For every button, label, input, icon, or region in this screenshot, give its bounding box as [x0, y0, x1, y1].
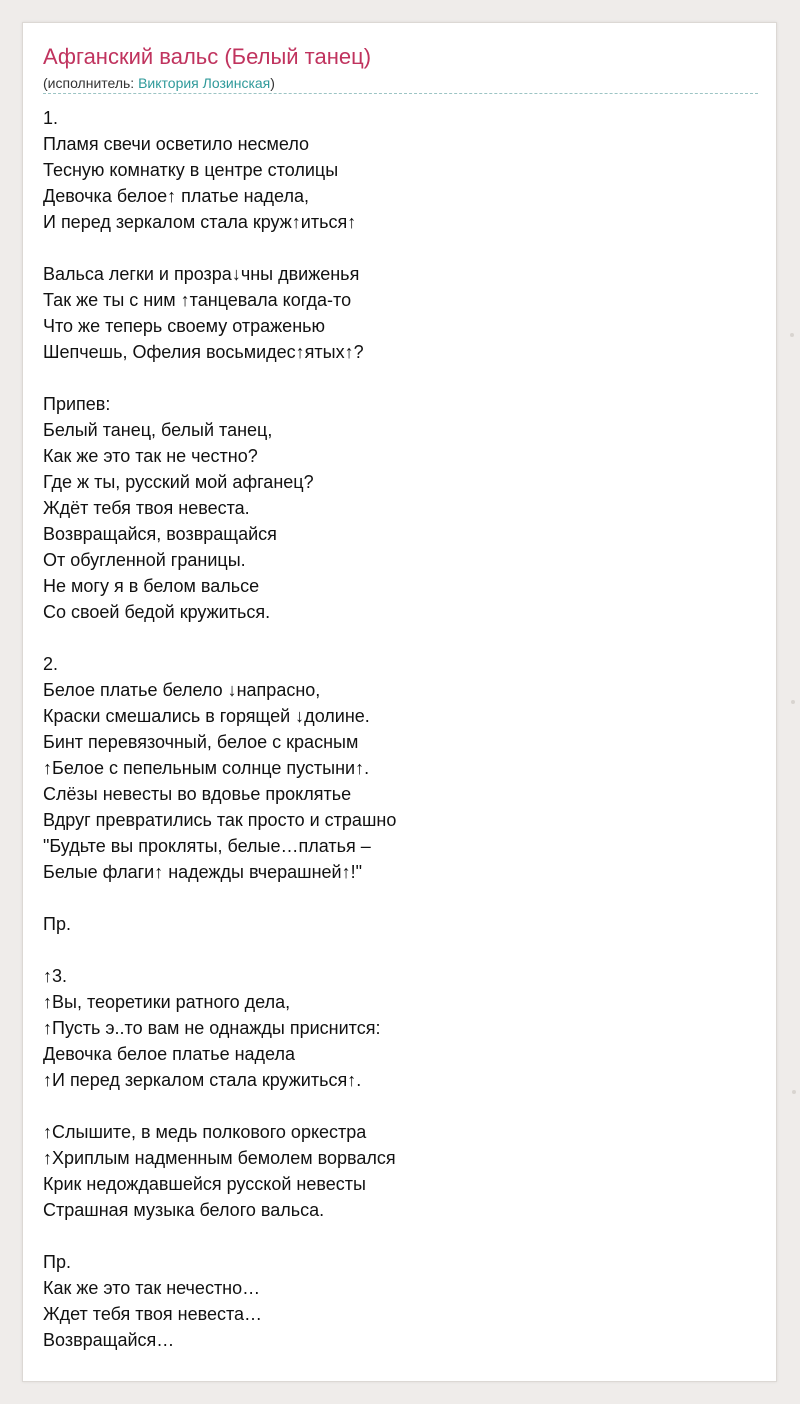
lyric-line: Вдруг превратились так просто и страшно — [43, 810, 397, 830]
lyric-line: Белые флаги↑ надежды вчерашней↑!" — [43, 862, 362, 882]
lyric-line — [43, 625, 766, 651]
lyric-line: Пр. — [43, 1252, 71, 1272]
lyric-line: Белый танец, белый танец, — [43, 420, 273, 440]
lyrics-text — [43, 105, 766, 1353]
background-speck — [791, 700, 795, 704]
lyric-line — [43, 235, 766, 261]
background-speck — [790, 333, 794, 337]
lyric-line: Белое платье белело ↓напрасно, — [43, 680, 321, 700]
lyric-line: Возвращайся… — [43, 1330, 175, 1350]
lyric-line: ↑Слышите, в медь полкового оркестра — [43, 1122, 367, 1142]
lyric-line: Пр. — [43, 914, 71, 934]
lyric-line: ↑Пусть э..то вам не однажды приснится: — [43, 1018, 381, 1038]
lyric-line: Не могу я в белом вальсе — [43, 576, 260, 596]
lyric-line: ↑Вы, теоретики ратного дела, — [43, 992, 291, 1012]
lyric-line: ↑3. — [43, 966, 68, 986]
lyric-line: Вальса легки и прозра↓чны движенья — [43, 264, 360, 284]
lyric-line: Пламя свечи осветило несмело — [43, 134, 310, 154]
lyric-line: Так же ты с ним ↑танцевала когда-то — [43, 290, 352, 310]
lyric-line: Крик недождавшейся русской невесты — [43, 1174, 366, 1194]
lyric-line: ↑Белое с пепельным солнце пустыни↑. — [43, 758, 370, 778]
lyric-line: Краски смешались в горящей ↓долине. — [43, 706, 370, 726]
lyric-line — [43, 1093, 766, 1119]
lyric-line: Девочка белое↑ платье надела, — [43, 186, 309, 206]
lyric-line: Шепчешь, Офелия восьмидес↑ятых↑? — [43, 342, 364, 362]
lyric-line: Возвращайся, возвращайся — [43, 524, 277, 544]
lyric-line: Тесную комнатку в центре столицы — [43, 160, 339, 180]
lyric-line: 2. — [43, 654, 59, 674]
lyric-line: Что же теперь своему отраженью — [43, 316, 326, 336]
song-title: Афганский вальс (Белый танец) — [43, 44, 372, 69]
lyric-line: Припев: — [43, 394, 111, 414]
lyric-line — [43, 365, 766, 391]
lyric-line — [43, 885, 766, 911]
lyric-line: Ждёт тебя твоя невеста. — [43, 498, 250, 518]
lyric-line: Девочка белое платье надела — [43, 1044, 295, 1064]
lyric-line: От обугленной границы. — [43, 550, 246, 570]
lyric-line: Бинт перевязочный, белое с красным — [43, 732, 359, 752]
title-divider — [43, 93, 758, 94]
lyric-line — [43, 937, 766, 963]
lyric-line: Как же это так нечестно… — [43, 1278, 261, 1298]
performer-suffix: ) — [270, 75, 275, 91]
performer-prefix: (исполнитель: — [43, 75, 139, 91]
lyric-line: Страшная музыка белого вальса. — [43, 1200, 325, 1220]
performer-line — [43, 73, 275, 93]
lyric-line: Ждет тебя твоя невеста… — [43, 1304, 263, 1324]
lyric-line: Со своей бедой кружиться. — [43, 602, 271, 622]
lyric-line: Где ж ты, русский мой афганец? — [43, 472, 314, 492]
background-speck — [792, 1090, 796, 1094]
lyric-line: ↑И перед зеркалом стала кружиться↑. — [43, 1070, 362, 1090]
lyric-line: "Будьте вы прокляты, белые…платья – — [43, 836, 371, 856]
lyric-line: Как же это так не честно? — [43, 446, 258, 466]
lyric-line: 1. — [43, 108, 59, 128]
lyric-line — [43, 1223, 766, 1249]
lyric-line: Слёзы невесты во вдовье проклятье — [43, 784, 352, 804]
lyrics-card — [22, 22, 777, 1382]
lyric-line: ↑Хриплым надменным бемолем ворвался — [43, 1148, 396, 1168]
lyric-line: И перед зеркалом стала круж↑иться↑ — [43, 212, 357, 232]
performer-link[interactable]: Виктория Лозинская — [138, 75, 271, 91]
